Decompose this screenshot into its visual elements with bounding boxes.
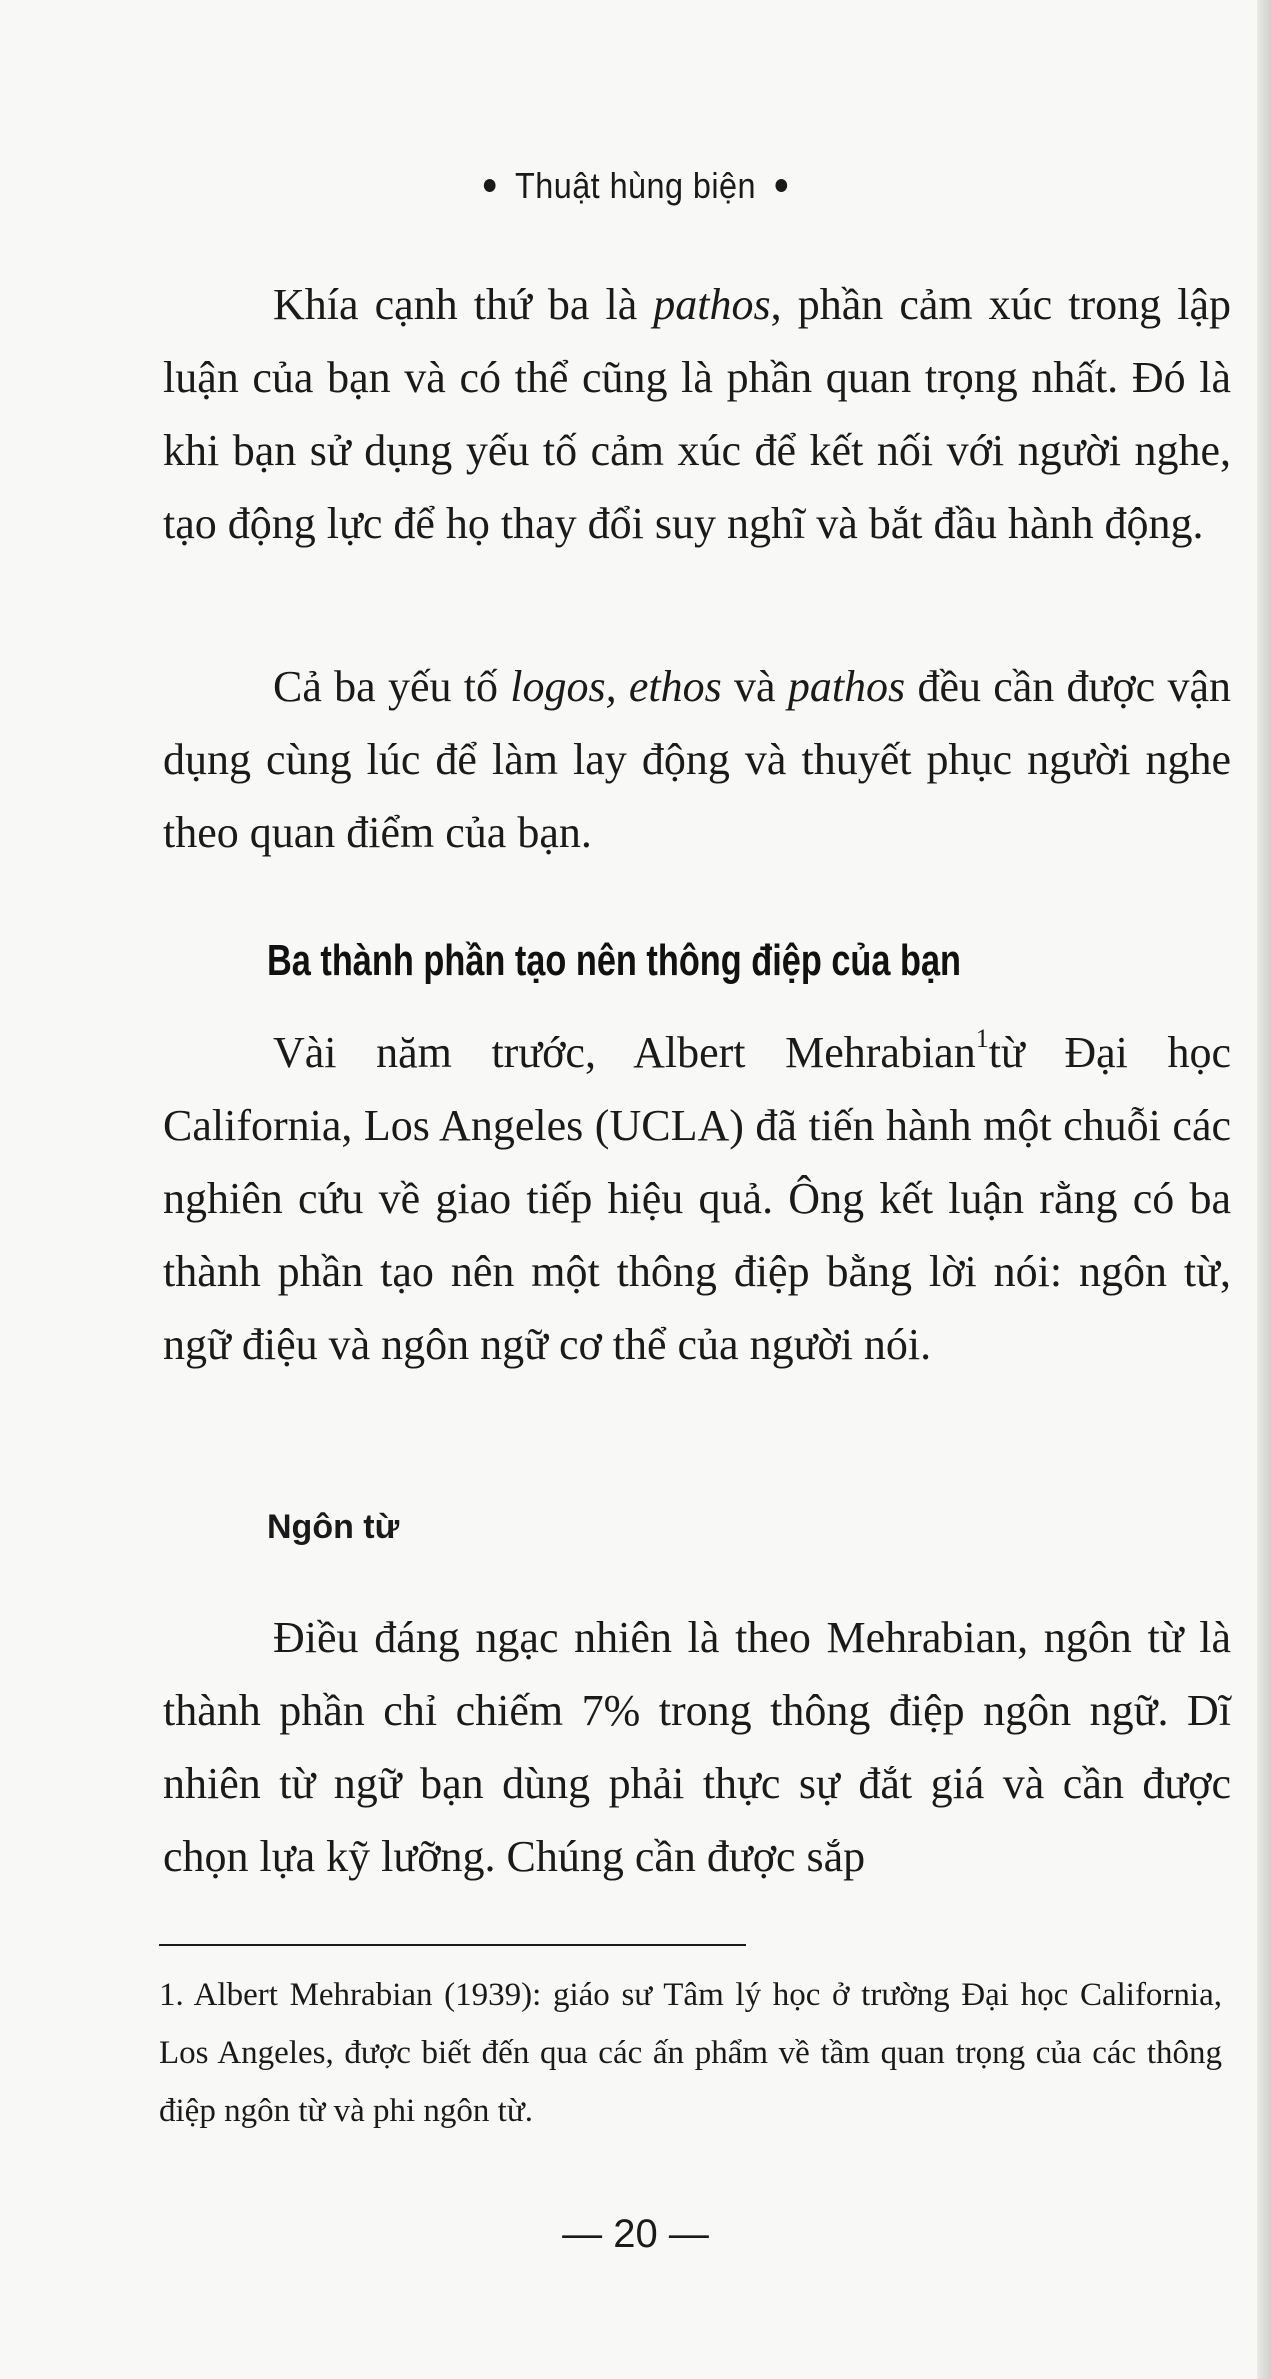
section-heading: Ba thành phần tạo nên thông điệp của bạn [267, 936, 962, 985]
paragraph-three-elements [163, 650, 1231, 869]
running-title: Thuật hùng biện [515, 165, 756, 206]
paragraph-pathos [163, 268, 1231, 560]
footnote-marker: 1 [975, 1024, 989, 1054]
bullet-icon [484, 179, 496, 192]
italic-term: pathos [787, 662, 906, 711]
paragraph-text: Khía cạnh thứ ba là [273, 280, 654, 329]
running-header [64, 165, 1208, 207]
paragraph-mehrabian [163, 1016, 1231, 1381]
paragraph-words: Điều đáng ngạc nhiên là theo Mehrabian, ngôn từ là thành phần chỉ chiếm 7% trong thông điệp ngôn ngữ. Dĩ nhiên từ ngữ bạn dùng phải thực sự đắt giá và cần được chọn lựa kỹ lưỡng. Chúng cần được sắp [163, 1613, 1231, 1881]
paragraph-text: từ Đại học California, Los Angeles (UCLA) đã tiến hành một chuỗi các nghiên cứu về giao tiếp hiệu quả. Ông kết luận rằng có ba thành phần tạo nên một thông điệp bằng lời nói: ngôn từ, ngữ điệu và ngôn ngữ cơ thể của người nói. [163, 1028, 1231, 1369]
italic-term: pathos [653, 280, 771, 329]
paragraph-text: đều cần được vận dụng cùng lúc để làm lay động và thuyết phục người nghe theo quan điểm của bạn. [163, 662, 1232, 857]
page-edge-shadow [1257, 0, 1271, 2379]
bullet-icon [776, 179, 788, 192]
paragraph-text: Vài năm trước, Albert Mehrabian [273, 1028, 976, 1077]
subsection-heading: Ngôn từ [267, 1508, 400, 1546]
paragraph-text: Cả ba yếu tố [273, 662, 511, 711]
page-number: — 20 — [562, 2212, 709, 2256]
footnote-divider [159, 1944, 746, 1946]
paragraph-text: và [721, 662, 788, 711]
italic-term: logos, ethos [510, 662, 722, 711]
footnote: 1. Albert Mehrabian (1939): giáo sư Tâm lý học ở trường Đại học California, Los Angeles, được biết đến qua các ấn phẩm về tầm quan trọng của các thông điệp ngôn từ và phi ngôn từ. [159, 1977, 1222, 2129]
paragraph-text: , phần cảm xúc trong lập luận của bạn và có thể cũng là phần quan trọng nhất. Đó là khi bạn sử dụng yếu tố cảm xúc để kết nối với người nghe, tạo động lực để họ thay đổi suy nghĩ và bắt đầu hành động. [163, 280, 1231, 548]
